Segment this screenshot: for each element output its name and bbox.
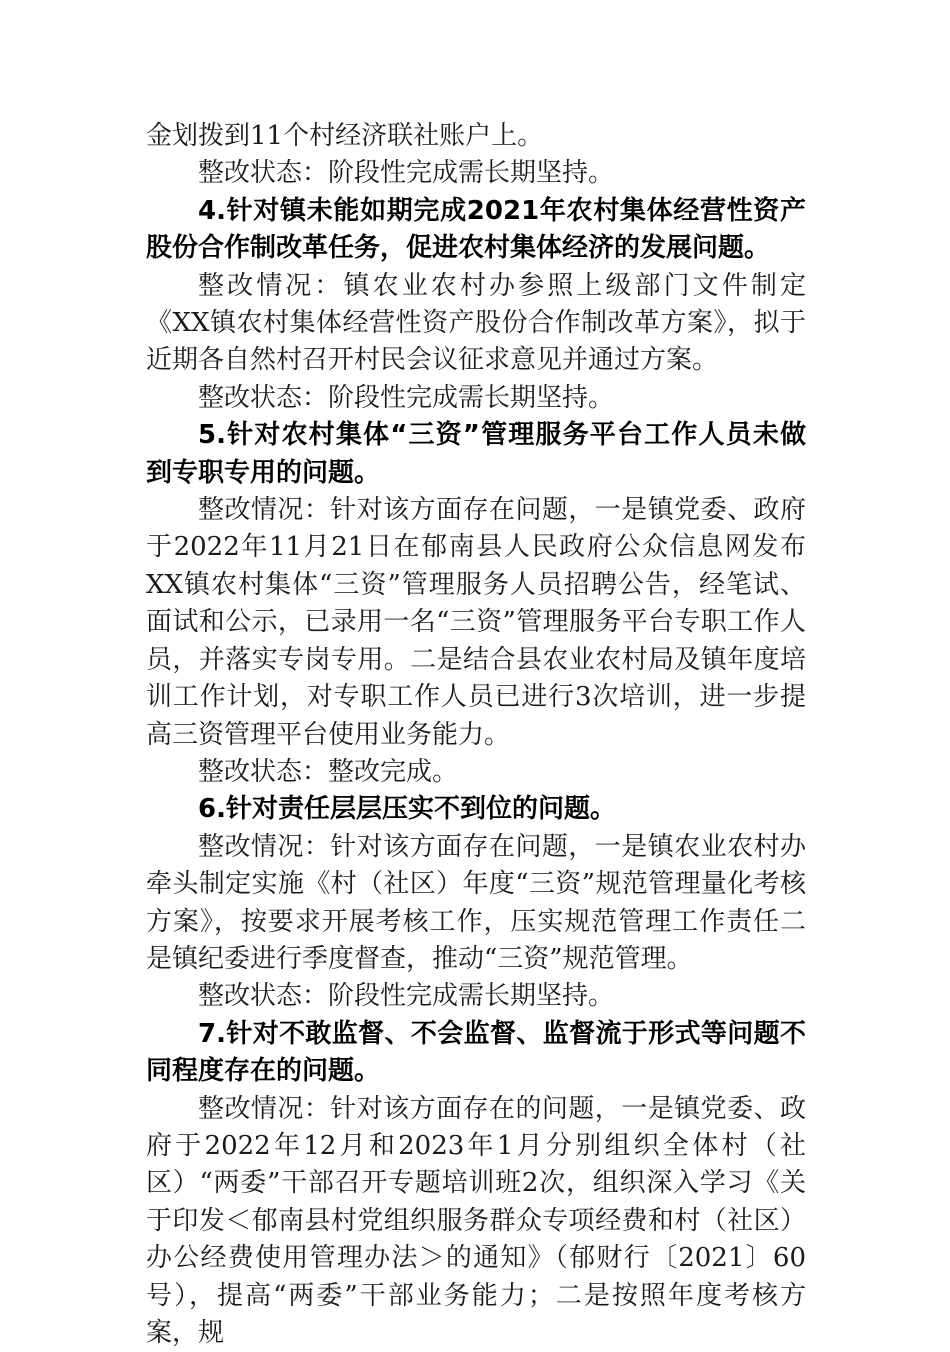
- rectification-situation-5: 整改情况：针对该方面存在问题，一是镇党委、政府于2022年11月21日在郁南县人民政府公众信息网发布XX镇农村集体“三资”管理服务人员招聘公告，经笔试、面试和公示，已录用一名“三资”管理服务平台专职工作人员，并落实专岗专用。二是结合县农业农村局及镇年度培训工作计划，对专职工作人员已进行3次培训，进一步提高三资管理平台使用业务能力。: [146, 495, 806, 750]
- document-body: [146, 118, 806, 1352]
- issue-heading-6: 6.针对责任层层压实不到位的问题。: [198, 794, 616, 825]
- rectification-situation-6: 整改情况：针对该方面存在问题，一是镇农业农村办牵头制定实施《村（社区）年度“三资”规范管理量化考核方案》，按要求开展考核工作，压实规范管理工作责任二是镇纪委进行季度督查，推动“三资”规范管理。: [146, 831, 806, 974]
- rectification-situation-7: 整改情况：针对该方面存在的问题，一是镇党委、政府于2022年12月和2023年1月分别组织全体村（社区）“两委”干部召开专题培训班2次，组织深入学习《关于印发＜郁南县村党组织服务群众专项经费和村（社区）办公经费使用管理办法＞的通知》（郁财行〔2021〕60号），提高“两委”干部业务能力；二是按照年度考核方案，规: [146, 1093, 806, 1348]
- issue-heading-4: 4.针对镇未能如期完成2021年农村集体经营性资产股份合作制改革任务，促进农村集体经济的发展问题。: [146, 195, 806, 264]
- rectification-status-4: 整改状态：阶段性完成需长期坚持。: [198, 382, 615, 413]
- rectification-status-3: 整改状态：阶段性完成需长期坚持。: [198, 158, 615, 189]
- paragraph-fund-transfer: 金划拨到11个村经济联社账户上。: [146, 121, 544, 151]
- rectification-status-5: 整改状态：整改完成。: [198, 756, 459, 787]
- rectification-status-6: 整改状态：阶段性完成需长期坚持。: [198, 981, 615, 1012]
- issue-heading-7: 7.针对不敢监督、不会监督、监督流于形式等问题不同程度存在的问题。: [146, 1018, 806, 1087]
- rectification-situation-4: 整改情况：镇农业农村办参照上级部门文件制定《XX镇农村集体经营性资产股份合作制改革方案》，拟于近期各自然村召开村民会议征求意见并通过方案。: [146, 270, 806, 376]
- issue-heading-5: 5.针对农村集体“三资”管理服务平台工作人员未做到专职专用的问题。: [146, 420, 806, 488]
